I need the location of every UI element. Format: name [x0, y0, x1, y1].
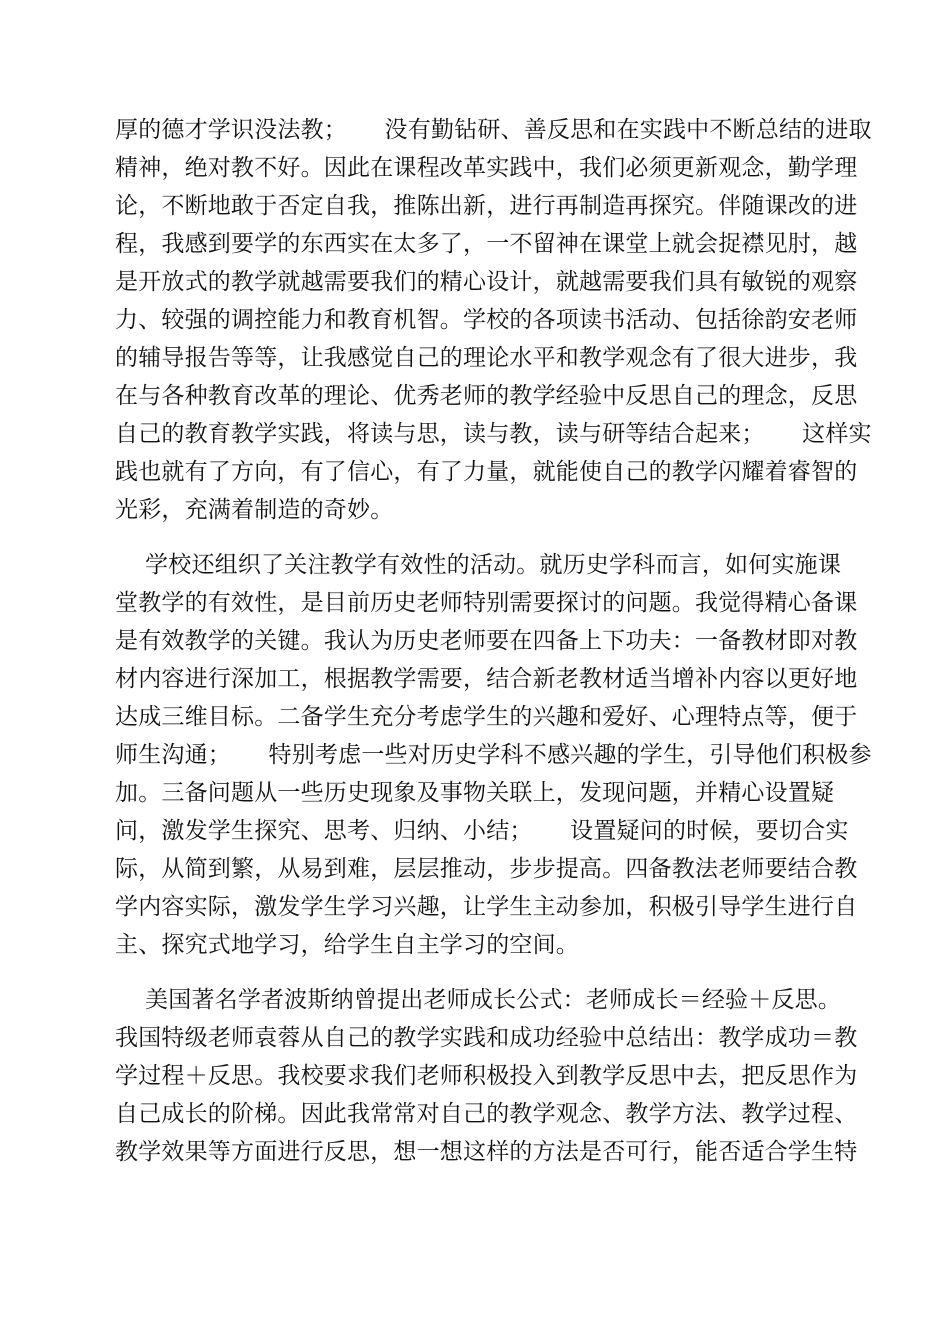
text-line: 践也就有了方向，有了信心，有了力量，就能使自己的教学闪耀着睿智的 — [115, 459, 858, 485]
text-line: 光彩，充满着制造的奇妙。 — [115, 497, 394, 523]
text-line: 自己成长的阶梯。因此我常常对自己的教学观念、教学方法、教学过程、 — [115, 1101, 858, 1127]
text-line: 问，激发学生探究、思考、归纳、小结； 设置疑问的时候，要切合实 — [115, 818, 849, 844]
paragraph-first-line: 学校还组织了关注教学有效性的活动。就历史学科而言，如何实施课 — [115, 552, 842, 578]
text-line: 学内容实际，激发学生学习兴趣，让学生主动参加，积极引导学生进行自 — [115, 894, 858, 920]
text-line: 达成三维目标。二备学生充分考虑学生的兴趣和爱好、心理特点等，便于 — [115, 704, 858, 730]
text-line: 在与各种教育改革的理论、优秀老师的教学经验中反思自己的理念，反思 — [115, 383, 858, 409]
text-line: 师生沟通； 特别考虑一些对历史学科不感兴趣的学生，引导他们积极参 — [115, 742, 872, 768]
text-line: 教学效果等方面进行反思，想一想这样的方法是否可行，能否适合学生特 — [115, 1139, 858, 1165]
text-line: 精神，绝对教不好。因此在课程改革实践中，我们必须更新观念，勤学理 — [115, 155, 858, 181]
text-line: 的辅导报告等等，让我感觉自己的理论水平和教学观念有了很大进步，我 — [115, 345, 858, 371]
text-line: 是有效教学的关键。我认为历史老师要在四备上下功夫：一备教材即对教 — [115, 628, 858, 654]
text-line: 堂教学的有效性，是目前历史老师特别需要探讨的问题。我觉得精心备课 — [115, 590, 858, 616]
text-line: 主、探究式地学习，给学生自主学习的空间。 — [115, 932, 579, 958]
text-line: 学过程＋反思。我校要求我们老师积极投入到教学反思中去，把反思作为 — [115, 1063, 858, 1089]
text-line: 论，不断地敢于否定自我，推陈出新，进行再制造再探究。伴随课改的进 — [115, 193, 858, 219]
text-line: 自己的教育教学实践，将读与思，读与教，读与研等结合起来； 这样实 — [115, 421, 872, 447]
text-line: 材内容进行深加工，根据教学需要，结合新老教材适当增补内容以更好地 — [115, 666, 858, 692]
text-line: 加。三备问题从一些历史现象及事物关联上，发现问题，并精心设置疑 — [115, 780, 835, 806]
paragraph-first-line: 美国著名学者波斯纳曾提出老师成长公式：老师成长＝经验＋反思。 — [115, 987, 842, 1013]
text-line: 厚的德才学识没法教； 没有勤钻研、善反思和在实践中不断总结的进取 — [115, 117, 872, 143]
text-line: 是开放式的教学就越需要我们的精心设计，就越需要我们具有敏锐的观察 — [115, 269, 858, 295]
text-line: 力、较强的调控能力和教育机智。学校的各项读书活动、包括徐韵安老师 — [115, 307, 858, 333]
text-line: 我国特级老师袁蓉从自己的教学实践和成功经验中总结出：教学成功＝教 — [115, 1025, 858, 1051]
text-line: 程，我感到要学的东西实在太多了，一不留神在课堂上就会捉襟见肘，越 — [115, 231, 858, 257]
text-line: 际，从简到繁，从易到难，层层推动，步步提高。四备教法老师要结合教 — [115, 856, 858, 882]
